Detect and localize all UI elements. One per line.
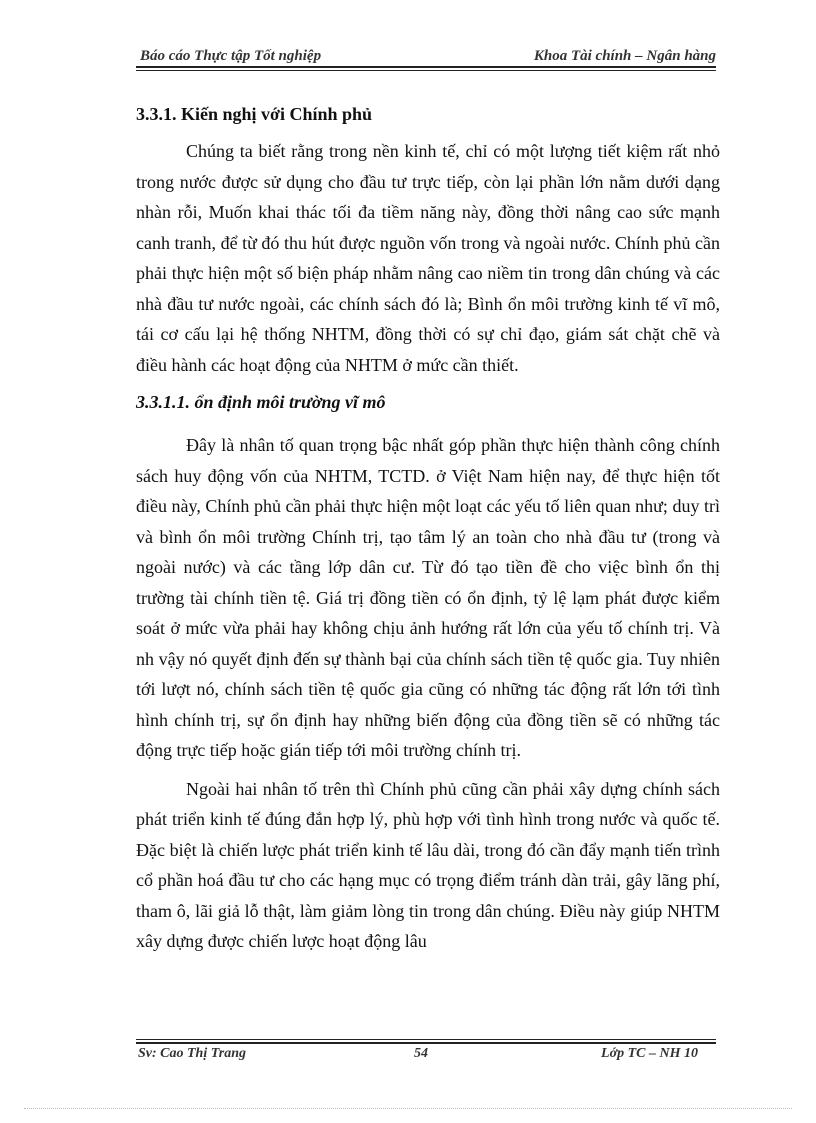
subsection-paragraph-2: Ngoài hai nhân tố trên thì Chính phủ cũng cần phải xây dựng chính sách phát triển kinh tế đúng đắn hợp lý, phù hợp với tình hình trong nước và quốc tế. Đặc biệt là chiến lược phát triển kinh tế lâu dài, trong đó cần đẩy mạnh tiến trình cổ phần hoá đầu tư cho các hạng mục có trọng điểm tránh dàn trải, gây lãng phí, tham ô, lãi giả lỗ thật, làm giảm lòng tin trong dân chúng. Điều này giúp NHTM xây dựng được chiến lược hoạt động lâu <box>136 778 720 951</box>
header-divider-thin <box>136 70 716 71</box>
footer-student-name: Sv: Cao Thị Trang <box>138 1046 246 1061</box>
page-bottom-edge <box>24 1108 792 1109</box>
footer-class: Lớp TC – NH 10 <box>601 1046 698 1061</box>
header-divider <box>136 66 716 68</box>
footer-divider-thin <box>136 1039 716 1040</box>
page-header <box>136 46 716 68</box>
footer-divider <box>136 1042 716 1044</box>
subsection-paragraph-1: Đây là nhân tố quan trọng bậc nhất góp phần thực hiện thành công chính sách huy động vốn của NHTM, TCTD. ở Việt Nam hiện nay, để thực hiện tốt điều này, Chính phủ cần phải thực hiện một loạt các yếu tố liên quan như; duy trì và bình ổn môi trường Chính trị, tạo tâm lý an toàn cho nhà đầu tư (trong và ngoài nước) và các tầng lớp dân cư. Từ đó tạo tiền đề cho việc bình ổn thị trường tài chính tiền tệ. Giá trị đồng tiền có ổn định, tỷ lệ lạm phát được kiểm soát ở mức vừa phải hay không chịu ảnh hướng rất lớn của yếu tố chính trị. Và nh vậy nó quyết định đến sự thành bại của chính sách tiền tệ quốc gia. Tuy nhiên tới lượt nó, chính sách tiền tệ quốc gia cũng có những tác động rất lớn tới tình hình chính trị, sự ổn định hay những biến động của đồng tiền sẽ có những tác động trực tiếp hoặc gián tiếp tới môi trường chính trị. <box>136 435 720 760</box>
page-body <box>136 100 720 965</box>
header-faculty: Khoa Tài chính – Ngân hàng <box>533 48 716 64</box>
page-number: 54 <box>414 1046 428 1061</box>
section-heading: 3.3.1. Kiến nghị với Chính phủ <box>136 104 373 124</box>
page-footer <box>136 1046 716 1068</box>
section-paragraph: Chúng ta biết rằng trong nền kinh tế, chỉ có một lượng tiết kiệm rất nhỏ trong nước được sử dụng cho đầu tư trực tiếp, còn lại phần lớn nằm dưới dạng nhàn rỗi, Muốn khai thác tối đa tiềm năng này, đồng thời nâng cao sức mạnh canh tranh, để từ đó thu hút được nguồn vốn trong và ngoài nước. Chính phủ cần phải thực hiện một số biện pháp nhằm nâng cao niềm tin trong dân chúng và các nhà đầu tư nước ngoài, các chính sách đó là; Bình ổn môi trường kinh tế vĩ mô, tái cơ cấu lại hệ thống NHTM, đồng thời có sự chỉ đạo, giám sát chặt chẽ và điều hành các hoạt động của NHTM ở mức cần thiết. <box>136 141 720 375</box>
header-report-title: Báo cáo Thực tập Tốt nghiệp <box>140 48 322 64</box>
subsection-heading: 3.3.1.1. ổn định môi trường vĩ mô <box>136 392 386 412</box>
